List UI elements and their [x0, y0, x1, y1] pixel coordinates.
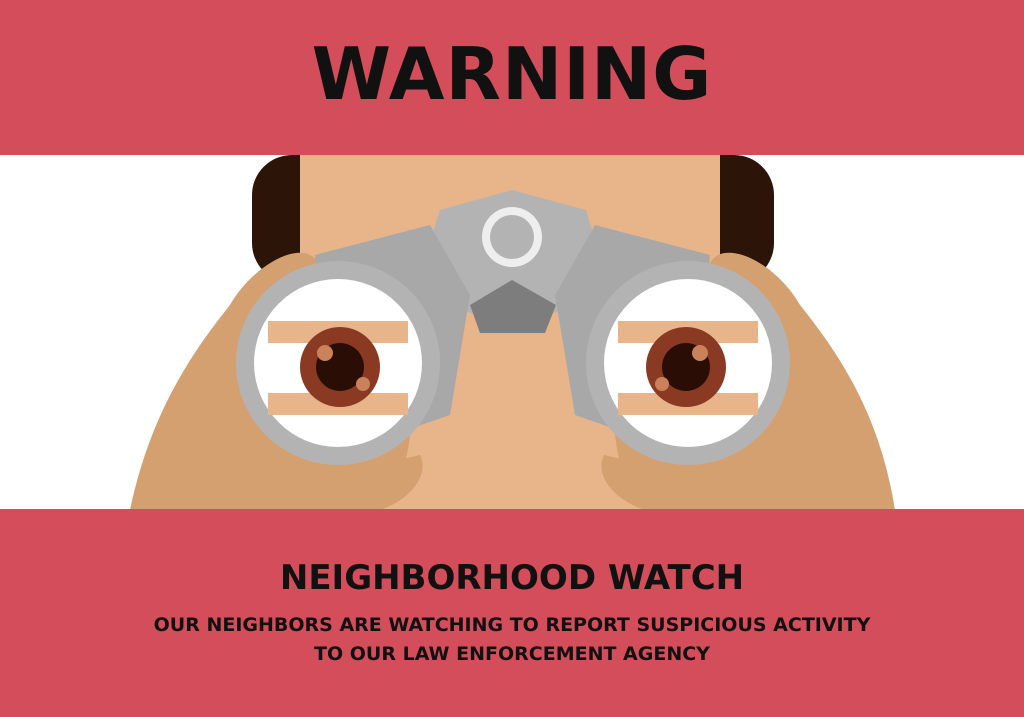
- neighborhood-watch-title: NEIGHBORHOOD WATCH: [279, 558, 745, 598]
- binoculars-watcher-illustration: [0, 155, 1024, 510]
- sign-message-line-1: OUR NEIGHBORS ARE WATCHING TO REPORT SUSPICIOUS ACTIVITY: [153, 614, 871, 636]
- warning-heading: WARNING: [311, 32, 713, 116]
- top-warning-band: [0, 0, 1024, 155]
- sign-message-line-2: TO OUR LAW ENFORCEMENT AGENCY: [314, 643, 710, 665]
